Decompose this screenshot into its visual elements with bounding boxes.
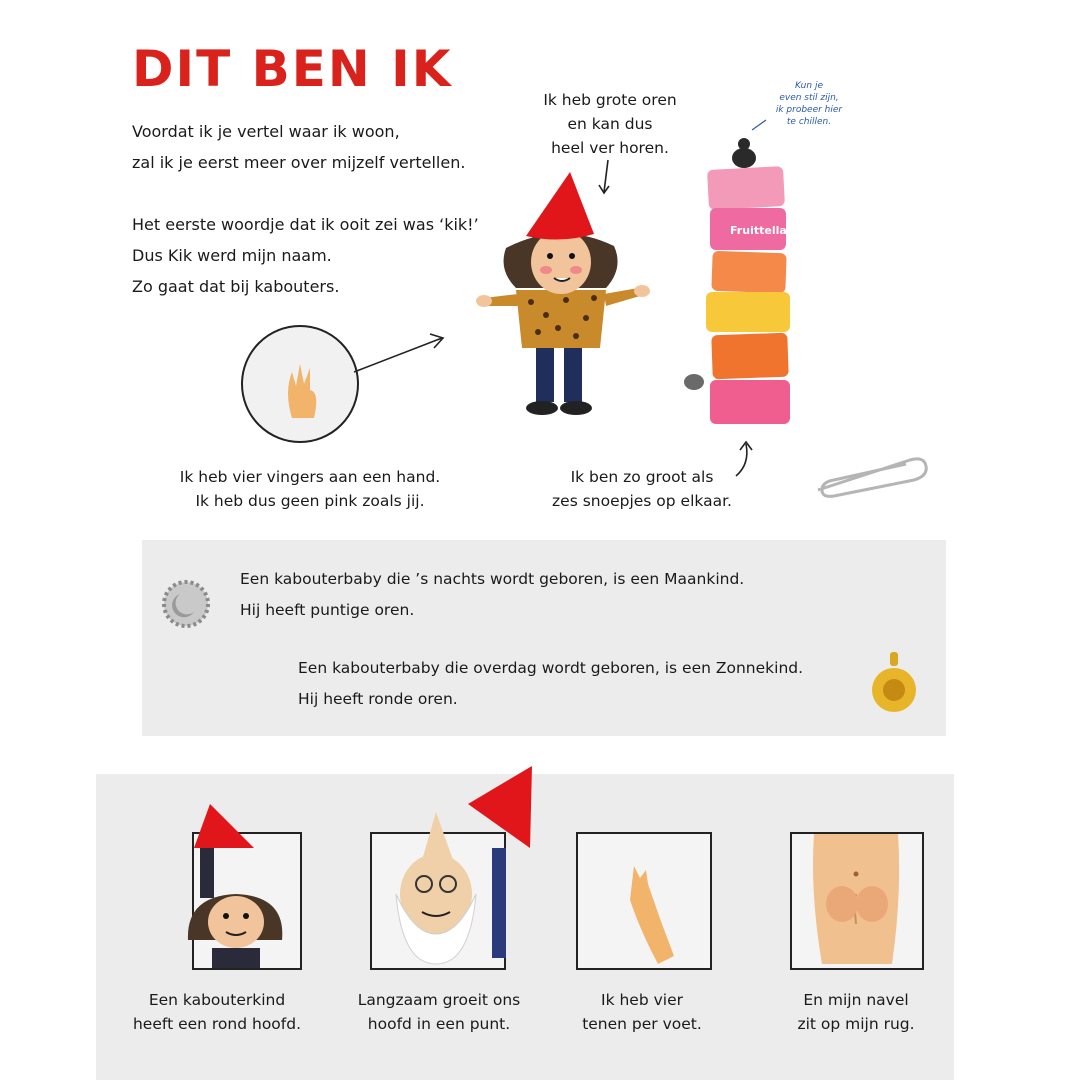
moon-text-line: Hij heeft puntige oren. [240, 601, 415, 619]
intro-line: Zo gaat dat bij kabouters. [132, 277, 340, 296]
bottom-caption-line: tenen per voet. [582, 1015, 702, 1033]
moon-gear-icon [158, 576, 214, 632]
bottom-caption-3 [556, 988, 728, 1036]
bottom-caption-line: heeft een rond hoofd. [132, 1015, 302, 1033]
hand-caption-line: Ik heb dus geen pink zoals jij. [195, 492, 425, 510]
sun-text-line: Een kabouterbaby die overdag wordt geboren, is een Zonnekind. [298, 659, 804, 677]
bottom-caption-line: zit op mijn rug. [797, 1015, 915, 1033]
candy-stack-illustration [700, 168, 800, 426]
intro-line: Dus Kik werd mijn naam. [132, 246, 332, 265]
size-caption [532, 465, 752, 513]
intro-line: Voordat ik je vertel waar ik woon, [132, 122, 400, 141]
ears-caption-line: en kan dus [567, 115, 653, 133]
hand-caption-line: Ik heb vier vingers aan een hand. [179, 468, 441, 486]
bug-speech [764, 80, 854, 128]
sun-text [298, 653, 803, 715]
sun-charm-icon [866, 650, 922, 718]
back-illustration [792, 834, 920, 964]
bottom-caption-4 [770, 988, 942, 1036]
bottom-caption-1 [122, 988, 312, 1036]
bug-speech-line: te chillen. [786, 117, 832, 127]
candy-label: Fruittella [730, 224, 787, 237]
bottom-caption-line: Ik heb vier [601, 991, 683, 1009]
size-caption-line: zes snoepjes op elkaar. [552, 492, 732, 510]
page-title: DIT BEN IK [132, 40, 453, 98]
ears-caption-line: heel ver horen. [551, 139, 669, 157]
ears-caption [520, 88, 700, 160]
moon-text-line: Een kabouterbaby die ’s nachts wordt geboren, is een Maankind. [240, 570, 745, 588]
speech-tick-icon [750, 118, 770, 134]
bottom-caption-line: Een kabouterkind [148, 991, 286, 1009]
hand-caption [155, 465, 465, 513]
size-caption-line: Ik ben zo groot als [570, 468, 714, 486]
gnome-kik-illustration [476, 170, 656, 425]
intro-text [132, 116, 479, 302]
bottom-caption-line: En mijn navel [803, 991, 909, 1009]
bug-speech-line: Kun je [795, 81, 823, 91]
bottom-caption-line: Langzaam groeit ons [357, 991, 521, 1009]
moon-text [240, 564, 744, 626]
bottom-caption-2 [344, 988, 534, 1036]
foot-illustration [600, 860, 690, 970]
bug-speech-line: even stil zijn, [779, 93, 839, 103]
bug-speech-line: ik probeer hier [775, 105, 843, 115]
intro-line: zal ik je eerst meer over mijzelf vertellen. [132, 153, 466, 172]
size-arrow-icon [732, 440, 758, 480]
hand-magnifier-illustration [240, 322, 450, 448]
ears-caption-line: Ik heb grote oren [543, 91, 677, 109]
sun-text-line: Hij heeft ronde oren. [298, 690, 458, 708]
elder-head-illustration [366, 764, 536, 970]
paperclip-icon [810, 452, 930, 502]
kid-head-illustration [182, 800, 302, 970]
bottom-caption-line: hoofd in een punt. [367, 1015, 511, 1033]
intro-line: Het eerste woordje dat ik ooit zei was ‘kik!’ [132, 215, 479, 234]
